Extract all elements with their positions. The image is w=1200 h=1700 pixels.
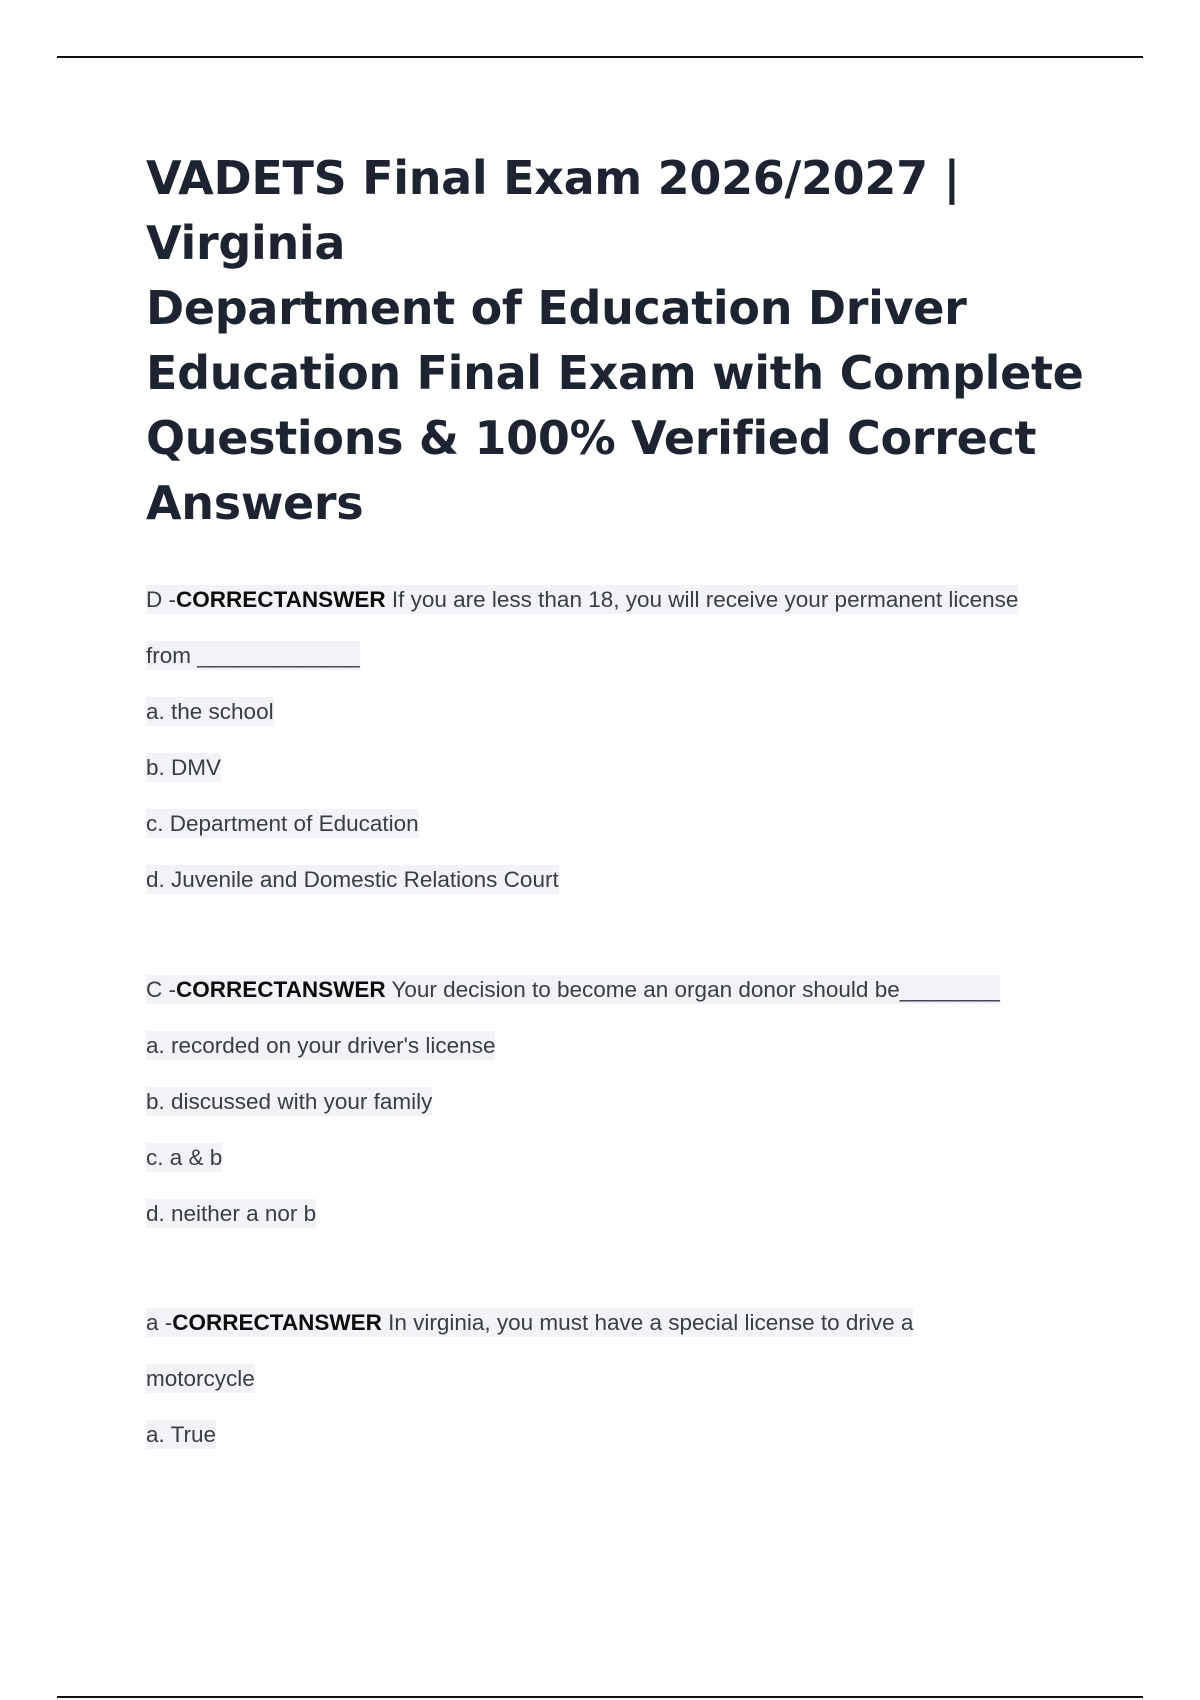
- answer-option: a. True: [146, 1422, 217, 1447]
- correct-answer-marker: CORRECTANSWER: [176, 587, 386, 612]
- answer-option: a. recorded on your driver's license: [146, 1033, 496, 1058]
- answer-option: d. Juvenile and Domestic Relations Court: [146, 867, 559, 892]
- question-stem: C -CORRECTANSWER Your decision to become an organ donor should be________: [146, 977, 1000, 1002]
- title-line: Answers: [146, 476, 364, 530]
- question-stem: D -CORRECTANSWER If you are less than 18, you will receive your permanent license: [146, 587, 1019, 612]
- answer-option: c. a & b: [146, 1145, 223, 1170]
- answer-letter: D: [146, 587, 163, 612]
- top-rule: [57, 56, 1143, 58]
- question-block: [146, 962, 1106, 1242]
- answer-option: b. discussed with your family: [146, 1089, 433, 1114]
- question-block: [146, 1295, 1106, 1463]
- bottom-rule: [57, 1696, 1143, 1698]
- question-text: from _____________: [146, 643, 360, 668]
- answer-letter: a: [146, 1310, 159, 1335]
- question-text: motorcycle: [146, 1366, 255, 1391]
- title-line: Education Final Exam with Complete: [146, 346, 1084, 400]
- question-text: If you are less than 18, you will receive your permanent license: [391, 587, 1019, 612]
- question-stem-continued: [146, 628, 1106, 684]
- question-stem: a -CORRECTANSWER In virginia, you must have a special license to drive a: [146, 1310, 914, 1335]
- answer-option: c. Department of Education: [146, 811, 419, 836]
- title-line: Questions & 100% Verified Correct: [146, 411, 1037, 465]
- document-title: [146, 146, 1106, 536]
- correct-answer-marker: CORRECTANSWER: [172, 1310, 382, 1335]
- question-text: In virginia, you must have a special license to drive a: [388, 1310, 914, 1335]
- document-body: [146, 146, 1106, 1447]
- title-line: VADETS Final Exam 2026/2027 | Virginia: [146, 151, 961, 270]
- answer-option: b. DMV: [146, 755, 222, 780]
- answer-letter: C: [146, 977, 163, 1002]
- correct-answer-marker: CORRECTANSWER: [176, 977, 386, 1002]
- answer-option: d. neither a nor b: [146, 1201, 317, 1226]
- answer-option: a. the school: [146, 699, 274, 724]
- title-line: Department of Education Driver: [146, 281, 967, 335]
- question-text: Your decision to become an organ donor should be________: [391, 977, 1000, 1002]
- question-stem-continued: [146, 1351, 1106, 1407]
- question-block: [146, 572, 1106, 908]
